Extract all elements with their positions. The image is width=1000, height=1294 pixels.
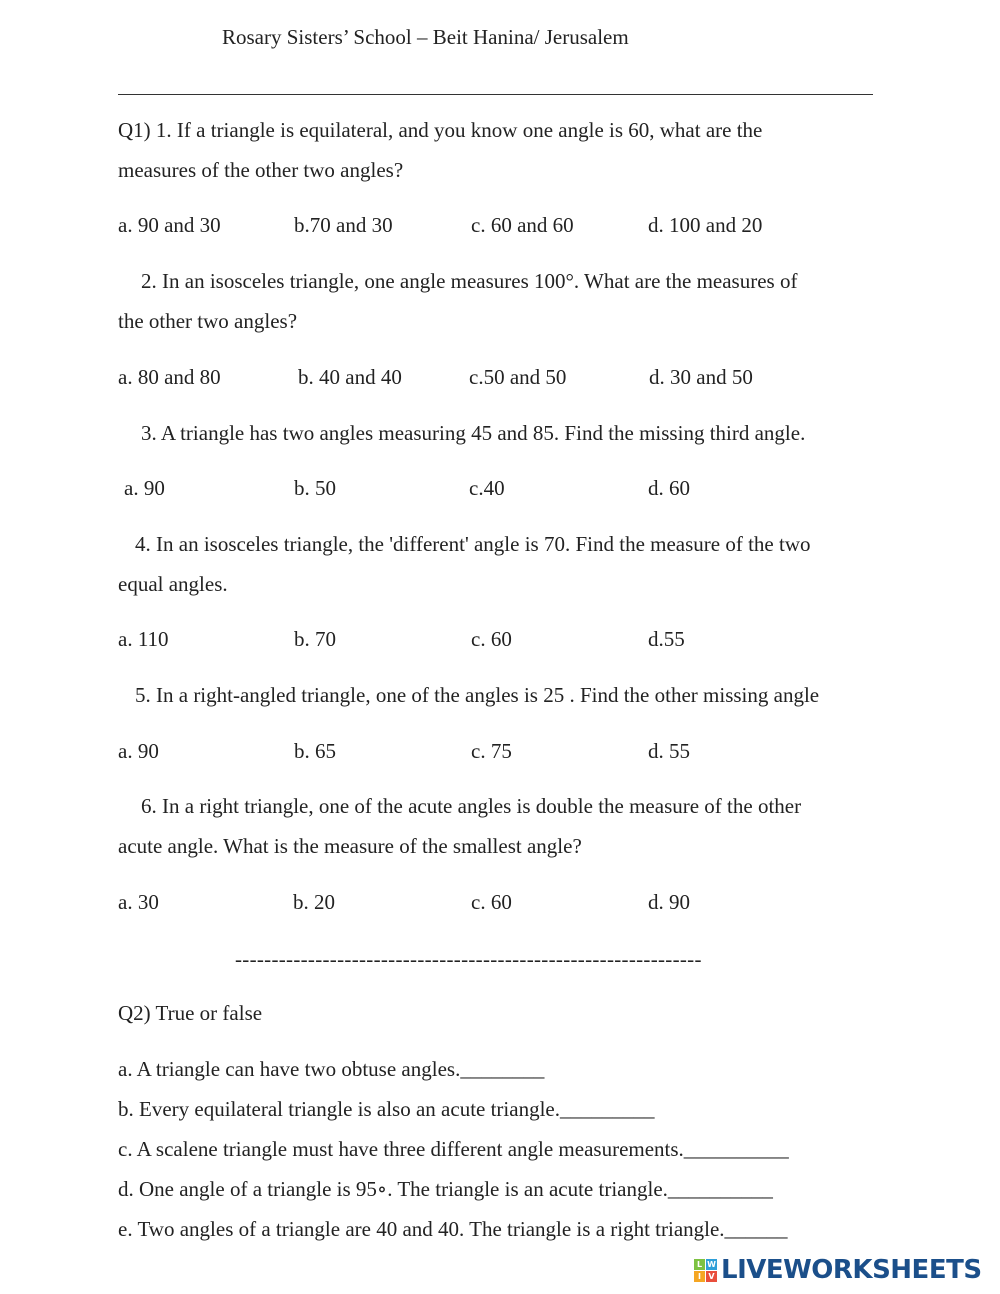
q1-3-line-1: 3. A triangle has two angles measuring 45 and 85. Find the missing third angle. <box>141 421 806 445</box>
q1-4-option-b[interactable]: b. 70 <box>294 627 336 651</box>
q1-1-option-a[interactable]: a. 90 and 30 <box>118 213 221 237</box>
q1-3-option-b[interactable]: b. 50 <box>294 476 336 500</box>
header-rule <box>118 94 873 95</box>
q1-2-line-2: the other two angles? <box>118 309 298 333</box>
logo-cubes-icon <box>694 1259 717 1282</box>
logo-cube-4: V <box>706 1271 717 1282</box>
q1-3-option-a[interactable]: a. 90 <box>124 476 165 500</box>
q2-statement-a[interactable]: a. A triangle can have two obtuse angles.________ <box>118 1057 545 1081</box>
q1-5-option-d[interactable]: d. 55 <box>648 739 690 763</box>
q1-2-line-1: 2. In an isosceles triangle, one angle measures 100°. What are the measures of <box>141 269 798 293</box>
q2-statement-d[interactable]: d. One angle of a triangle is 95∘. The triangle is an acute triangle.__________ <box>118 1177 773 1201</box>
q1-6-option-b[interactable]: b. 20 <box>293 890 335 914</box>
school-header: Rosary Sisters’ School – Beit Hanina/ Jerusalem <box>222 25 629 49</box>
q2-title: Q2) True or false <box>118 1001 263 1025</box>
q1-4-option-c[interactable]: c. 60 <box>471 627 512 651</box>
q1-5-option-b[interactable]: b. 65 <box>294 739 336 763</box>
q2-statement-e[interactable]: e. Two angles of a triangle are 40 and 40. The triangle is a right triangle.______ <box>118 1217 788 1241</box>
q1-3-option-c[interactable]: c.40 <box>469 476 505 500</box>
q1-2-option-b[interactable]: b. 40 and 40 <box>298 365 402 389</box>
q1-5-line-1: 5. In a right-angled triangle, one of the angles is 25 . Find the other missing angle <box>135 683 820 707</box>
q1-4-option-a[interactable]: a. 110 <box>118 627 169 651</box>
logo-cube-2: W <box>707 1259 716 1269</box>
logo-cube-1: L <box>694 1259 705 1270</box>
q1-4-option-d[interactable]: d.55 <box>648 627 685 651</box>
q1-6-line-2: acute angle. What is the measure of the smallest angle? <box>118 834 582 858</box>
q1-6-option-d[interactable]: d. 90 <box>648 890 690 914</box>
liveworksheets-logo[interactable] <box>694 1256 982 1284</box>
q1-1-option-c[interactable]: c. 60 and 60 <box>471 213 574 237</box>
section-separator: ---------------------------------------------------------------- <box>235 947 702 971</box>
logo-cube-3: I <box>694 1271 705 1282</box>
q1-6-line-1: 6. In a right triangle, one of the acute angles is double the measure of the other <box>141 794 802 818</box>
q1-1-line-1: Q1) 1. If a triangle is equilateral, and you know one angle is 60, what are the <box>118 118 763 142</box>
q1-4-line-2: equal angles. <box>118 572 228 596</box>
q1-1-option-b[interactable]: b.70 and 30 <box>294 213 393 237</box>
q1-4-line-1: 4. In an isosceles triangle, the 'different' angle is 70. Find the measure of the two <box>135 532 811 556</box>
q1-5-option-c[interactable]: c. 75 <box>471 739 512 763</box>
q2-statement-b[interactable]: b. Every equilateral triangle is also an acute triangle._________ <box>118 1097 655 1121</box>
logo-text: LIVEWORKSHEETS <box>721 1255 982 1285</box>
q1-5-option-a[interactable]: a. 90 <box>118 739 159 763</box>
q2-statement-c[interactable]: c. A scalene triangle must have three different angle measurements.__________ <box>118 1137 789 1161</box>
q1-2-option-c[interactable]: c.50 and 50 <box>469 365 567 389</box>
q1-1-line-2: measures of the other two angles? <box>118 158 404 182</box>
q1-3-option-d[interactable]: d. 60 <box>648 476 690 500</box>
q1-6-option-c[interactable]: c. 60 <box>471 890 512 914</box>
q1-1-option-d[interactable]: d. 100 and 20 <box>648 213 763 237</box>
q1-6-option-a[interactable]: a. 30 <box>118 890 159 914</box>
q1-2-option-d[interactable]: d. 30 and 50 <box>649 365 753 389</box>
q1-2-option-a[interactable]: a. 80 and 80 <box>118 365 221 389</box>
